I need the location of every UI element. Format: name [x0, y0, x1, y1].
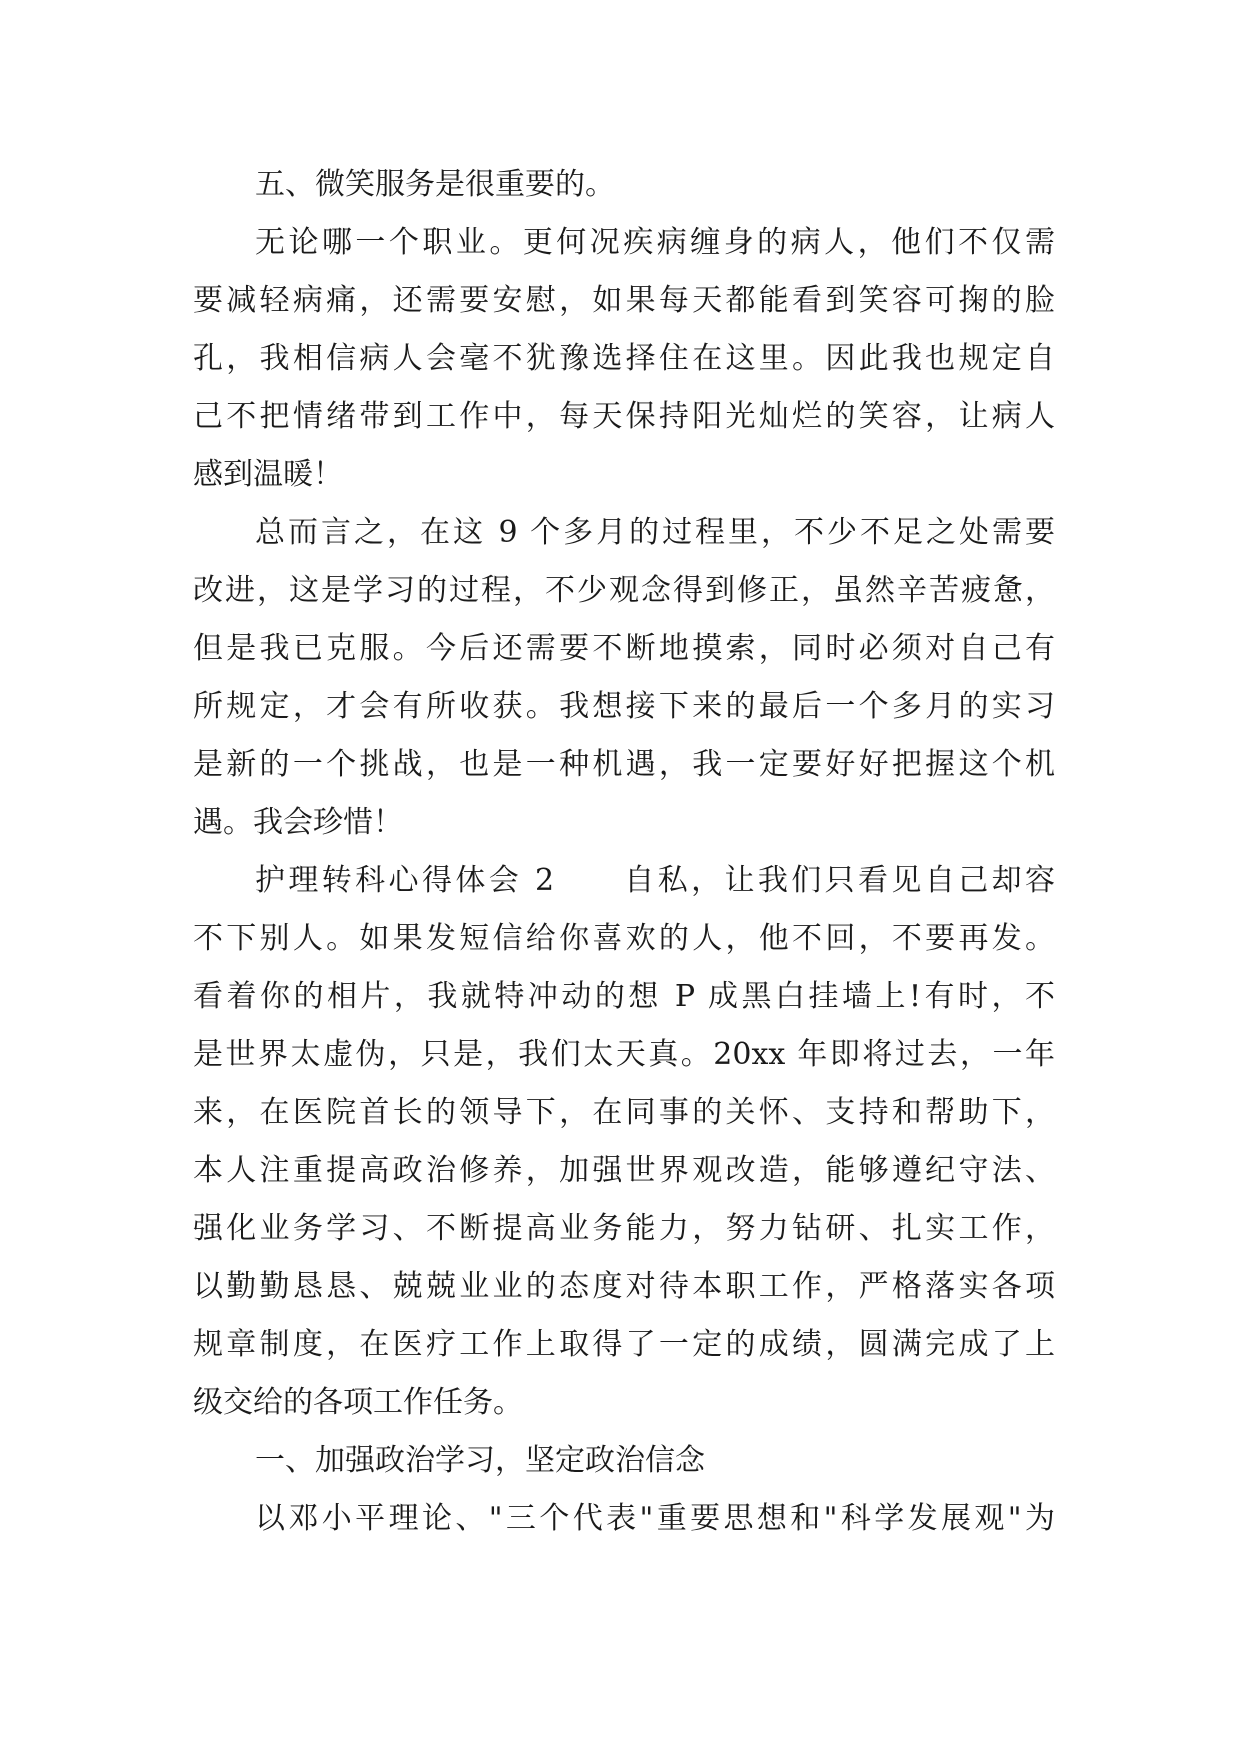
paragraph-line: 不下别人。如果发短信给你喜欢的人，他不回，不要再发。	[193, 921, 1055, 956]
paragraph-line: 遇。我会珍惜！	[193, 805, 403, 840]
heading-smile-service: 五、微笑服务是很重要的。	[255, 167, 615, 202]
paragraph-line: 是新的一个挑战，也是一种机遇，我一定要好好把握这个机	[193, 747, 1055, 782]
paragraph-line: 但是我已克服。今后还需要不断地摸索，同时必须对自己有	[193, 631, 1055, 666]
body-text	[193, 156, 1055, 1548]
section-title-line: 护理转科心得体会 2 自私，让我们只看见自己却容	[255, 863, 1055, 898]
paragraph-line: 己不把情绪带到工作中，每天保持阳光灿烂的笑容，让病人	[193, 399, 1055, 434]
paragraph-line: 是世界太虚伪，只是，我们太天真。20xx 年即将过去，一年	[193, 1037, 1055, 1072]
paragraph-line: 强化业务学习、不断提高业务能力，努力钻研、扎实工作，	[193, 1211, 1055, 1246]
paragraph-line: 感到温暖！	[193, 457, 343, 492]
paragraph-line: 所规定，才会有所收获。我想接下来的最后一个多月的实习	[193, 689, 1055, 724]
paragraph-line: 总而言之，在这 9 个多月的过程里，不少不足之处需要	[255, 515, 1055, 550]
heading-political-study: 一、加强政治学习，坚定政治信念	[255, 1443, 705, 1478]
paragraph-line: 来，在医院首长的领导下，在同事的关怀、支持和帮助下，	[193, 1095, 1055, 1130]
paragraph-line: 无论哪一个职业。更何况疾病缠身的病人，他们不仅需	[255, 225, 1055, 260]
paragraph-line: 孔，我相信病人会毫不犹豫选择住在这里。因此我也规定自	[193, 341, 1055, 376]
paragraph-line: 规章制度，在医疗工作上取得了一定的成绩，圆满完成了上	[193, 1327, 1055, 1362]
paragraph-line: 看着你的相片，我就特冲动的想 P 成黑白挂墙上!有时，不	[193, 979, 1055, 1014]
paragraph-line: 要减轻病痛，还需要安慰，如果每天都能看到笑容可掬的脸	[193, 283, 1055, 318]
paragraph-line: 以邓小平理论、"三个代表"重要思想和"科学发展观"为	[255, 1501, 1055, 1536]
paragraph-line: 级交给的各项工作任务。	[193, 1385, 523, 1420]
paragraph-line: 以勤勤恳恳、兢兢业业的态度对待本职工作，严格落实各项	[193, 1269, 1055, 1304]
paragraph-line: 本人注重提高政治修养，加强世界观改造，能够遵纪守法、	[193, 1153, 1055, 1188]
paragraph-line: 改进，这是学习的过程，不少观念得到修正，虽然辛苦疲惫，	[193, 573, 1055, 608]
